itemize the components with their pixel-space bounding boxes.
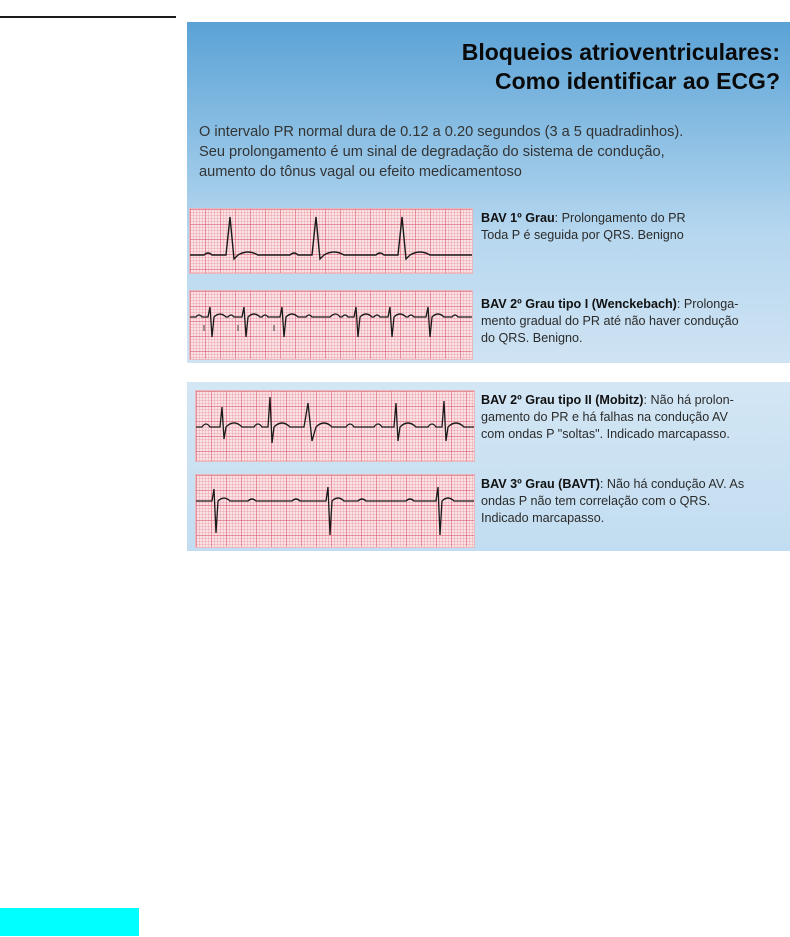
desc-bav2-type1-line-2: mento gradual do PR até não haver condução: [481, 314, 739, 328]
desc-bav1-line-1: : Prolongamento do PR: [554, 211, 686, 225]
desc-bav2-type2-line-2: gamento do PR e há falhas na condução AV: [481, 410, 728, 424]
desc-bav2-type1-line-3: do QRS. Benigno.: [481, 331, 583, 345]
desc-bav3-line-2: ondas P não tem correlação com o QRS.: [481, 494, 711, 508]
term-bav2-type1: BAV 2º Grau tipo I (Wenckebach): [481, 297, 677, 311]
desc-bav1-line-2: Toda P é seguida por QRS. Benigno: [481, 228, 684, 242]
desc-bav1: [481, 210, 686, 244]
desc-bav3-line-3: Indicado marcapasso.: [481, 511, 605, 525]
title-line-1: Bloqueios atrioventriculares:: [461, 39, 780, 65]
term-bav2-type2: BAV 2º Grau tipo II (Mobitz): [481, 393, 644, 407]
desc-bav2-type1-line-1: : Prolonga-: [676, 297, 739, 311]
desc-bav3: [481, 476, 744, 527]
ecg-strip-bav2-type1: [189, 290, 473, 360]
infographic-top-panel: [187, 22, 790, 363]
title-line-2: Como identificar ao ECG?: [495, 68, 780, 94]
ecg-trace-bav2-type1: [190, 291, 472, 359]
ecg-strip-bav1: [189, 208, 473, 274]
ecg-strip-bav3: [195, 474, 475, 548]
page-title: [462, 38, 780, 96]
term-bav3: BAV 3º Grau (BAVT): [481, 477, 600, 491]
infographic-bottom-panel: [187, 382, 790, 551]
ecg-trace-bav1: [190, 209, 472, 273]
term-bav1: BAV 1º Grau: [481, 211, 555, 225]
top-rule: [0, 16, 176, 18]
ecg-trace-bav3: [196, 475, 474, 547]
desc-bav2-type1: [481, 296, 739, 347]
intro-text: [199, 122, 784, 182]
desc-bav2-type2-line-3: com ondas P "soltas". Indicado marcapasso.: [481, 427, 730, 441]
ecg-trace-bav2-type2: [196, 391, 474, 461]
ecg-strip-bav2-type2: [195, 390, 475, 462]
highlight-strip: [0, 908, 139, 936]
desc-bav2-type2: [481, 392, 734, 443]
desc-bav3-line-1: : Não há condução AV. As: [599, 477, 745, 491]
intro-line-3: aumento do tônus vagal ou efeito medicamentoso: [199, 164, 522, 180]
intro-line-2: Seu prolongamento é um sinal de degradação do sistema de condução,: [199, 144, 665, 160]
desc-bav2-type2-line-1: : Não há prolon-: [643, 393, 734, 407]
intro-line-1: O intervalo PR normal dura de 0.12 a 0.20 segundos (3 a 5 quadradinhos).: [199, 124, 684, 140]
